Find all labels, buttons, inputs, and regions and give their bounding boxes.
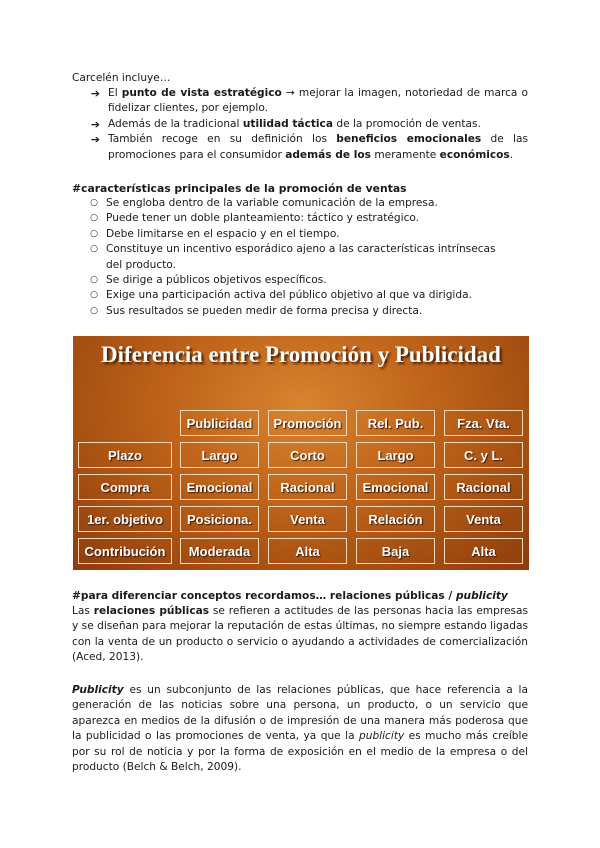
- column-header: Fza. Vta.: [444, 410, 523, 436]
- section-heading-public-relations: #para diferenciar conceptos recordamos… relaciones públicas / publicity: [72, 590, 508, 602]
- circle-bullet-icon: ○: [90, 213, 98, 224]
- column-header: Publicidad: [180, 410, 259, 436]
- table-cell: Posiciona.: [180, 506, 259, 532]
- table-cell: Venta: [268, 506, 347, 532]
- circle-bullet-icon: ○: [90, 228, 98, 239]
- table-cell: Emocional: [356, 474, 435, 500]
- table-cell: Venta: [444, 506, 523, 532]
- column-header: Promoción: [268, 410, 347, 436]
- table-cell: Alta: [444, 538, 523, 564]
- list-item: ○ Sus resultados se pueden medir de forma precisa y directa.: [72, 304, 512, 319]
- right-arrow-icon: ➔: [90, 117, 100, 131]
- circle-bullet-icon: ○: [90, 305, 98, 316]
- circle-bullet-icon: ○: [90, 275, 98, 286]
- table-title: Diferencia entre Promoción y Publicidad: [101, 342, 501, 367]
- table-cell: Emocional: [180, 474, 259, 500]
- right-arrow-icon: ➔: [90, 133, 100, 147]
- comparison-table-image: [73, 336, 529, 570]
- arrow-item: ➔ Además de la tradicional utilidad táctica de la promoción de ventas.: [72, 117, 528, 132]
- table-cell: Moderada: [180, 538, 259, 564]
- table-cell: Racional: [268, 474, 347, 500]
- table-cell: Racional: [444, 474, 523, 500]
- table-cell: Relación: [356, 506, 435, 532]
- list-item: ○ Se engloba dentro de la variable comunicación de la empresa.: [72, 196, 512, 211]
- table-cell: Corto: [268, 442, 347, 468]
- row-label: Plazo: [78, 442, 172, 468]
- characteristics-list: [72, 196, 512, 319]
- table-cell: Alta: [268, 538, 347, 564]
- paragraph-publicity: Publicity es un subconjunto de las relaciones públicas, que hace referencia a la generación de las noticias sobre una persona, un producto, o un servicio que aparezca en medios de la difusión o de impresión de una manera más poderosa que la publicidad o las promociones de venta, ya que la publicity es mucho más creíble por su rol de noticia y por la forma de exposición en el medio de la empresa o del producto (Belch & Belch, 2009).: [72, 684, 528, 774]
- list-item: ○ Constituye un incentivo esporádico ajeno a las características intrínsecas del producto.: [72, 242, 512, 273]
- circle-bullet-icon: ○: [90, 290, 98, 301]
- arrow-item: ➔ También recoge en su definición los beneficios emocionales de las promociones para el consumidor además de los meramente económicos.: [72, 132, 528, 163]
- list-item: ○ Puede tener un doble planteamiento: táctico y estratégico.: [72, 211, 512, 226]
- row-label: Contribución: [78, 538, 172, 564]
- table-cell: C. y L.: [444, 442, 523, 468]
- arrow-list: [72, 86, 528, 163]
- paragraph-public-relations: Las relaciones públicas se refieren a actitudes de las personas hacia las empresas y se diseñan para mejorar la reputación de estas últimas, no siempre estando ligadas con la venta de un producto o servicio o ayudando a actividades de comercialización (Aced, 2013).: [72, 605, 528, 664]
- circle-bullet-icon: ○: [90, 244, 98, 255]
- row-label: 1er. objetivo: [78, 506, 172, 532]
- table-cell: Largo: [180, 442, 259, 468]
- circle-bullet-icon: ○: [90, 198, 98, 208]
- column-header: Rel. Pub.: [356, 410, 435, 436]
- right-arrow-icon: ➔: [90, 87, 100, 100]
- intro-line: Carcelén incluye…: [72, 72, 171, 84]
- list-item: ○ Exige una participación activa del público objetivo al que va dirigida.: [72, 288, 512, 303]
- row-label: Compra: [78, 474, 172, 500]
- table-cell: Baja: [356, 538, 435, 564]
- arrow-item: ➔ El punto de vista estratégico → mejorar la imagen, notoriedad de marca o fidelizar clientes, por ejemplo.: [72, 86, 528, 117]
- list-item: ○ Se dirige a públicos objetivos específicos.: [72, 273, 512, 288]
- table-cell: Largo: [356, 442, 435, 468]
- section-heading-characteristics: #características principales de la promoción de ventas: [72, 182, 407, 195]
- list-item: ○ Debe limitarse en el espacio y en el tiempo.: [72, 227, 512, 242]
